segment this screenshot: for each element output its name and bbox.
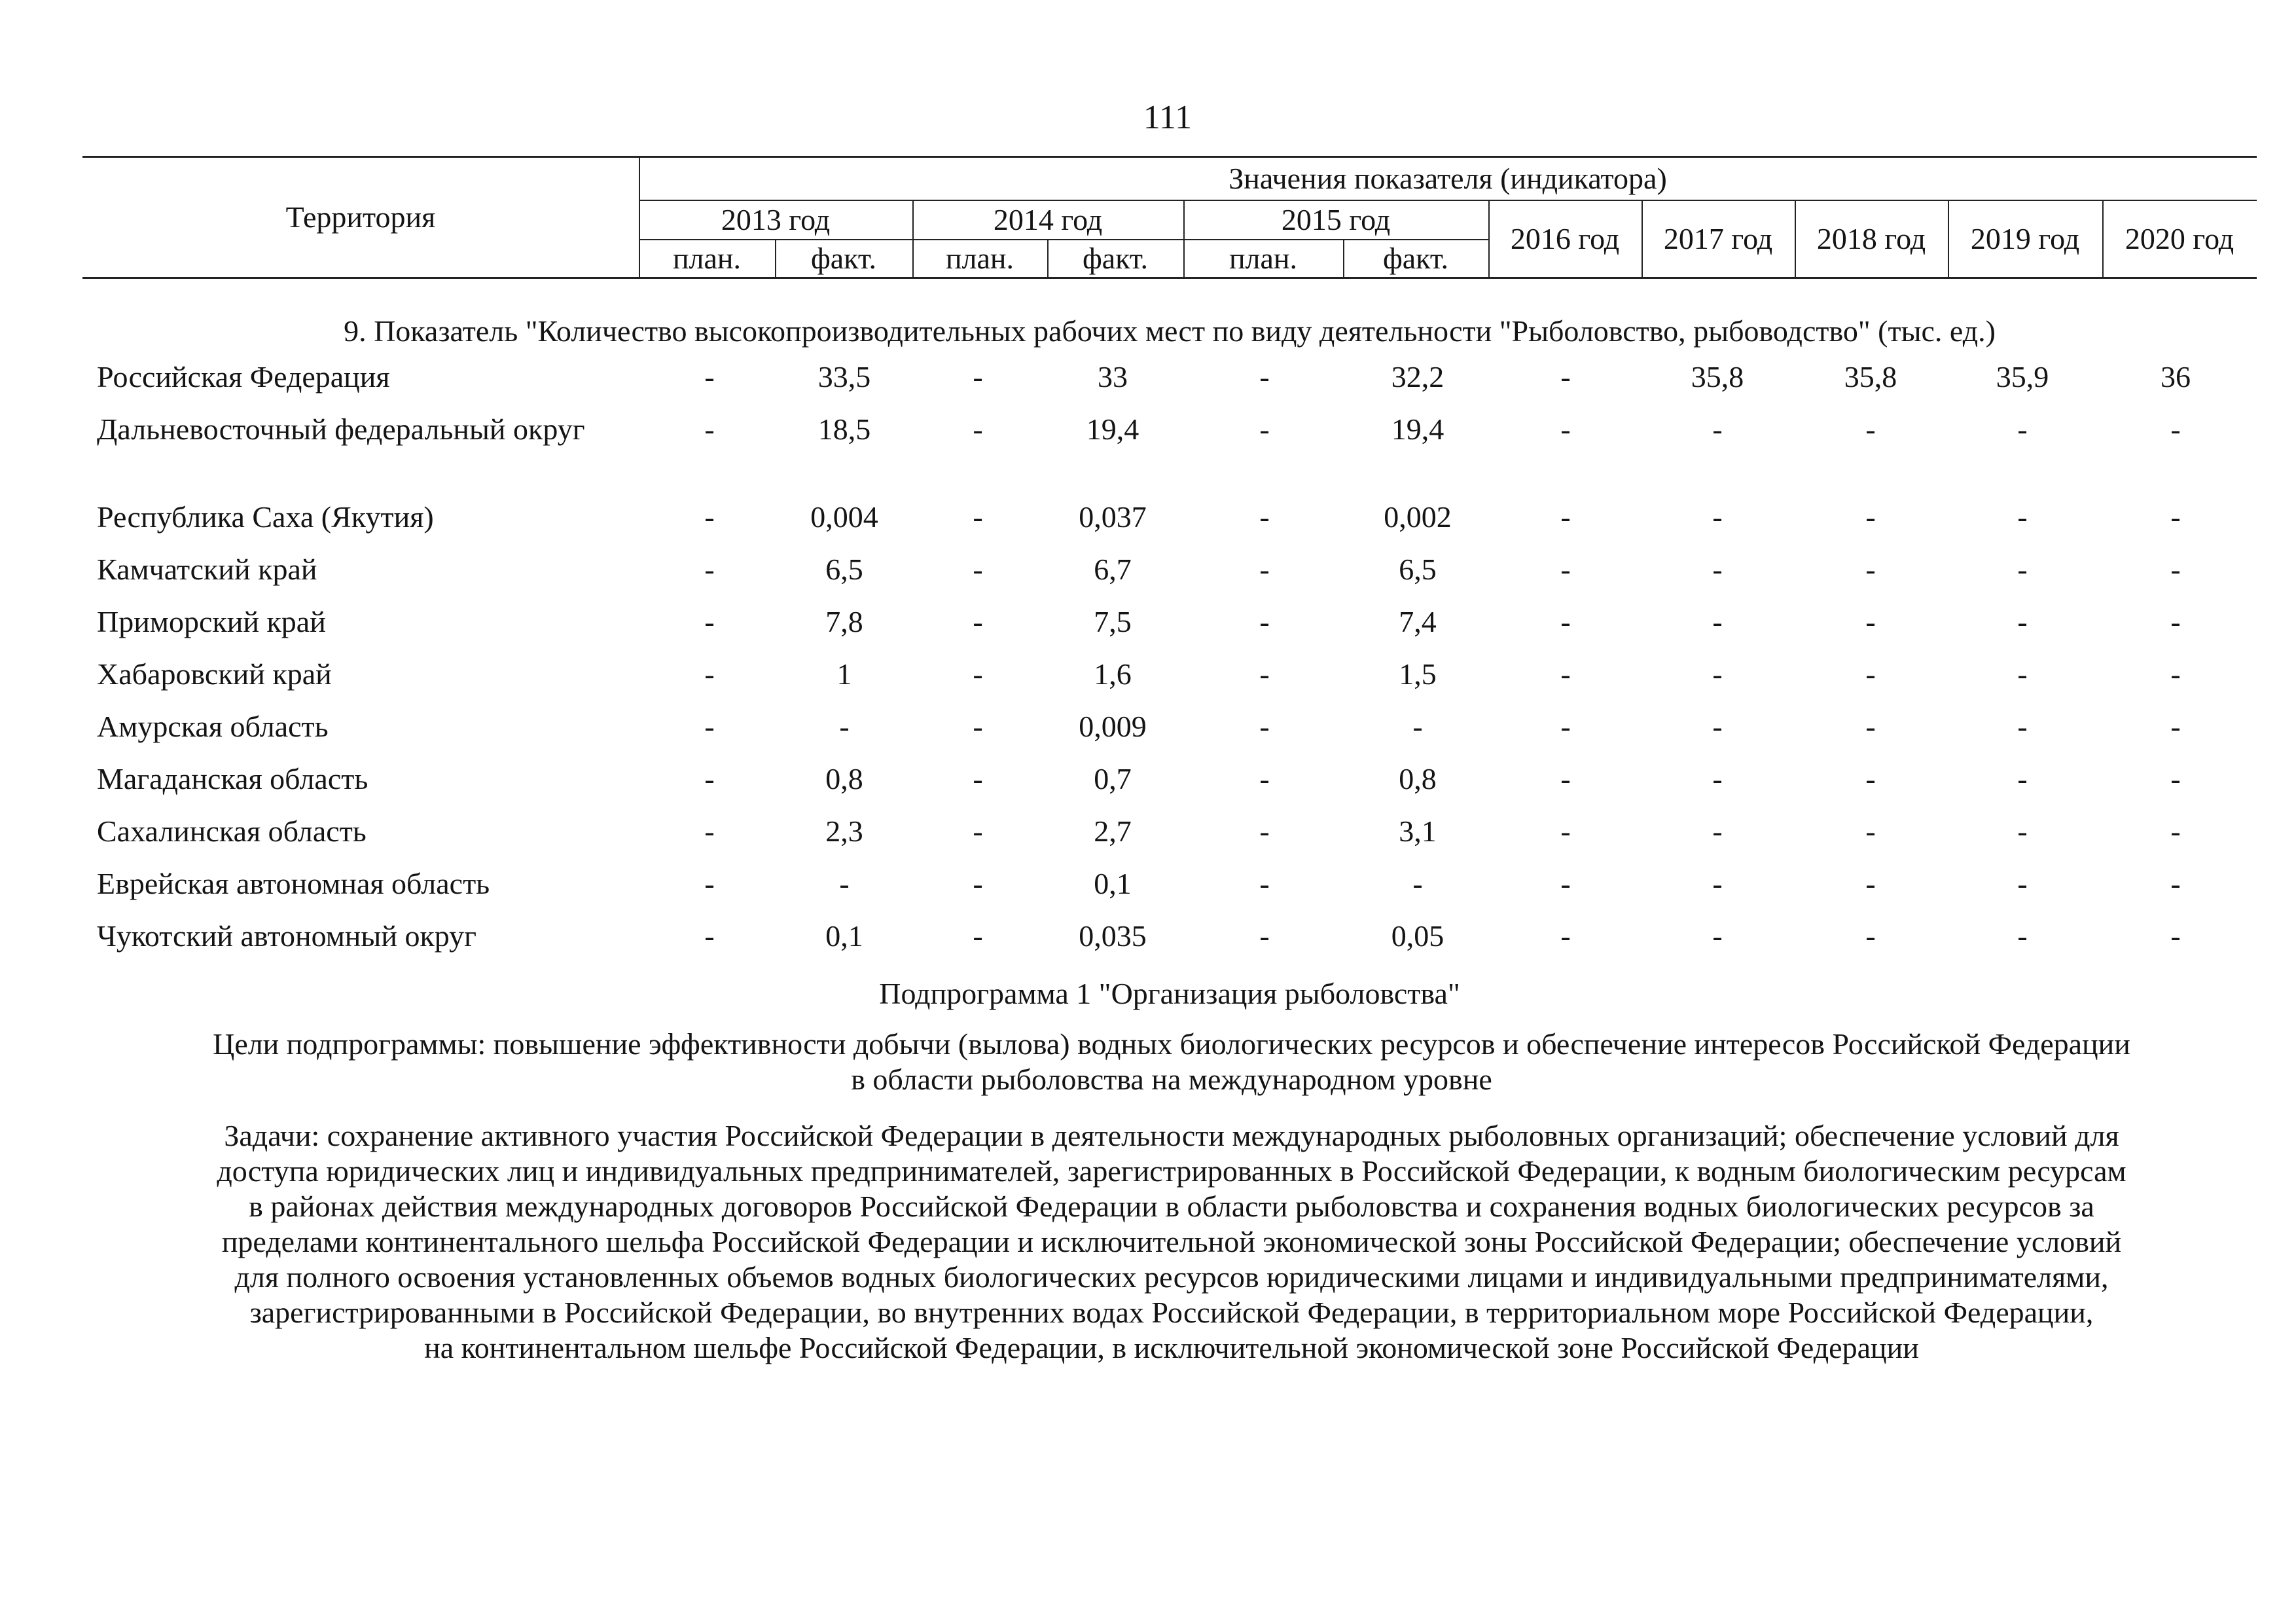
row-value-cell: 35,9 <box>1996 360 2049 393</box>
row-value-cell: - <box>2017 919 2028 953</box>
row-value-cell: - <box>973 867 983 900</box>
header-territory: Территория <box>285 200 436 234</box>
row-value-cell: - <box>1259 814 1270 848</box>
row-value-cell: 1 <box>836 657 852 691</box>
header-year-2019: 2019 год <box>1970 222 2080 255</box>
tasks-line: на континентальном шельфе Российской Федерации, в исключительной экономической зоне Российской Федерации <box>424 1331 1919 1364</box>
header-divider <box>1488 201 1490 277</box>
row-value-cell: - <box>1865 867 1876 900</box>
header-plan-2015: план. <box>1229 242 1298 275</box>
header-plan-2013: план. <box>672 242 742 275</box>
row-value-cell: - <box>2017 657 2028 691</box>
row-value-cell: - <box>2017 500 2028 534</box>
row-value-cell: 33,5 <box>817 360 871 393</box>
row-value-cell: 1,5 <box>1399 657 1437 691</box>
row-value-cell: - <box>1259 710 1270 743</box>
header-year-2016: 2016 год <box>1510 222 1620 255</box>
tasks-line: пределами континентального шельфа Российской Федерации и исключительной экономической зоны Российской Федерации; обеспечение условий <box>221 1225 2122 1258</box>
header-fact-2013: факт. <box>810 242 877 275</box>
header-indicator-values: Значения показателя (индикатора) <box>1229 162 1667 195</box>
tasks-line: в районах действия международных договоров Российской Федерации в области рыболовства и сохранения водных биологических ресурсов за <box>249 1190 2094 1223</box>
row-territory-name: Чукотский автономный округ <box>97 919 477 953</box>
row-value-cell: 0,1 <box>825 919 863 953</box>
row-value-cell: - <box>1865 500 1876 534</box>
row-value-cell: - <box>704 814 715 848</box>
row-value-cell: - <box>1560 919 1571 953</box>
row-value-cell: - <box>2017 710 2028 743</box>
header-year-2014: 2014 год <box>993 203 1103 236</box>
row-value-cell: - <box>1259 553 1270 586</box>
row-value-cell: - <box>2017 762 2028 795</box>
row-value-cell: - <box>1560 605 1571 638</box>
header-divider <box>1795 201 1796 277</box>
row-value-cell: - <box>2170 710 2181 743</box>
header-fact-2014: факт. <box>1082 242 1149 275</box>
row-value-cell: 35,8 <box>1691 360 1744 393</box>
row-value-cell: - <box>704 867 715 900</box>
row-value-cell: - <box>1712 814 1723 848</box>
row-value-cell: 0,037 <box>1079 500 1147 534</box>
row-value-cell: 6,7 <box>1094 553 1132 586</box>
row-value-cell: - <box>1259 500 1270 534</box>
row-value-cell: - <box>1259 412 1270 446</box>
row-value-cell: 33 <box>1098 360 1128 393</box>
row-value-cell: - <box>1865 710 1876 743</box>
row-value-cell: - <box>1259 762 1270 795</box>
row-territory-name: Приморский край <box>97 605 326 638</box>
row-value-cell: - <box>2170 553 2181 586</box>
row-value-cell: 2,7 <box>1094 814 1132 848</box>
row-value-cell: - <box>1865 605 1876 638</box>
row-value-cell: - <box>839 710 850 743</box>
row-value-cell: - <box>973 762 983 795</box>
row-value-cell: 6,5 <box>825 553 863 586</box>
header-year-2017: 2017 год <box>1663 222 1773 255</box>
row-value-cell: - <box>1865 814 1876 848</box>
header-year-2020: 2020 год <box>2125 222 2234 255</box>
row-value-cell: 3,1 <box>1399 814 1437 848</box>
row-value-cell: 0,009 <box>1079 710 1147 743</box>
subprogram-title: Подпрограмма 1 "Организация рыболовства" <box>879 977 1460 1010</box>
row-value-cell: - <box>1865 919 1876 953</box>
goals-paragraph <box>111 1027 2232 1097</box>
row-value-cell: - <box>2170 919 2181 953</box>
row-value-cell: - <box>973 605 983 638</box>
row-territory-name: Магаданская область <box>97 762 368 795</box>
goals-line: Цели подпрограммы: повышение эффективности добычи (вылова) водных биологических ресурсов и обеспечение интересов Российской Федерации <box>213 1027 2130 1061</box>
row-value-cell: - <box>1712 605 1723 638</box>
row-value-cell: - <box>1412 867 1423 900</box>
row-value-cell: - <box>704 500 715 534</box>
row-value-cell: - <box>1712 553 1723 586</box>
row-value-cell: 35,8 <box>1844 360 1897 393</box>
row-value-cell: - <box>1712 500 1723 534</box>
row-value-cell: 0,8 <box>1399 762 1437 795</box>
row-territory-name: Республика Саха (Якутия) <box>97 500 434 534</box>
row-value-cell: 0,8 <box>825 762 863 795</box>
row-value-cell: - <box>1865 553 1876 586</box>
row-value-cell: - <box>1712 710 1723 743</box>
row-value-cell: - <box>1712 867 1723 900</box>
row-value-cell: - <box>1712 412 1723 446</box>
row-value-cell: - <box>704 762 715 795</box>
indicator-title: 9. Показатель "Количество высокопроизводительных рабочих мест по виду деятельности "Рыболовство, рыбоводство" (тыс. ед.) <box>344 314 1996 348</box>
header-divider <box>1948 201 1949 277</box>
tasks-line: для полного освоения установленных объемов водных биологических ресурсов юридическими лицами и индивидуальными предпринимателями, <box>234 1260 2109 1294</box>
row-value-cell: - <box>973 500 983 534</box>
row-value-cell: - <box>839 867 850 900</box>
row-territory-name: Сахалинская область <box>97 814 367 848</box>
row-value-cell: - <box>2017 553 2028 586</box>
row-value-cell: 2,3 <box>825 814 863 848</box>
row-value-cell: 0,002 <box>1384 500 1452 534</box>
row-value-cell: 0,035 <box>1079 919 1147 953</box>
header-fact-2015: факт. <box>1382 242 1449 275</box>
page-number: 111 <box>1143 99 1193 136</box>
row-value-cell: - <box>1712 762 1723 795</box>
row-value-cell: 1,6 <box>1094 657 1132 691</box>
row-value-cell: 0,05 <box>1391 919 1444 953</box>
tasks-line: доступа юридических лиц и индивидуальных предпринимателей, зарегистрированных в Российской Федерации, к водным биологическим ресурсам <box>217 1154 2126 1188</box>
row-value-cell: 32,2 <box>1391 360 1444 393</box>
row-territory-name: Российская Федерация <box>97 360 390 393</box>
row-value-cell: - <box>2170 412 2181 446</box>
row-value-cell: 19,4 <box>1391 412 1444 446</box>
row-value-cell: - <box>2017 814 2028 848</box>
goals-line: в области рыболовства на международном уровне <box>851 1063 1492 1096</box>
row-value-cell: - <box>1560 867 1571 900</box>
header-year-2018: 2018 год <box>1816 222 1926 255</box>
row-value-cell: - <box>704 657 715 691</box>
row-value-cell: - <box>2170 605 2181 638</box>
row-value-cell: - <box>2170 867 2181 900</box>
row-value-cell: - <box>704 710 715 743</box>
row-value-cell: - <box>1259 919 1270 953</box>
row-value-cell: 7,4 <box>1399 605 1437 638</box>
row-value-cell: - <box>1259 605 1270 638</box>
header-divider <box>1343 240 1344 277</box>
row-value-cell: - <box>1412 710 1423 743</box>
row-value-cell: 0,1 <box>1094 867 1132 900</box>
row-value-cell: 0,7 <box>1094 762 1132 795</box>
row-value-cell: - <box>2017 412 2028 446</box>
row-value-cell: - <box>1259 360 1270 393</box>
row-value-cell: - <box>973 657 983 691</box>
row-territory-name: Еврейская автономная область <box>97 867 490 900</box>
row-value-cell: - <box>973 553 983 586</box>
header-divider <box>1641 201 1643 277</box>
row-value-cell: - <box>1560 500 1571 534</box>
row-value-cell: - <box>973 814 983 848</box>
row-value-cell: - <box>704 360 715 393</box>
row-value-cell: - <box>1865 412 1876 446</box>
row-value-cell: - <box>1560 762 1571 795</box>
row-value-cell: - <box>1259 657 1270 691</box>
row-value-cell: 7,8 <box>825 605 863 638</box>
row-value-cell: - <box>1560 412 1571 446</box>
row-territory-name: Амурская область <box>97 710 329 743</box>
row-territory-name: Хабаровский край <box>97 657 332 691</box>
row-value-cell: - <box>2017 867 2028 900</box>
header-year-2013: 2013 год <box>721 203 831 236</box>
row-value-cell: - <box>2170 657 2181 691</box>
table-header <box>82 156 2257 279</box>
row-value-cell: 0,004 <box>810 500 878 534</box>
row-value-cell: - <box>1712 657 1723 691</box>
header-divider <box>2102 201 2104 277</box>
row-value-cell: - <box>1560 553 1571 586</box>
header-divider <box>912 201 914 277</box>
row-value-cell: - <box>1259 867 1270 900</box>
row-value-cell: 36 <box>2161 360 2191 393</box>
row-value-cell: 18,5 <box>817 412 871 446</box>
row-value-cell: 7,5 <box>1094 605 1132 638</box>
row-value-cell: - <box>2170 814 2181 848</box>
row-value-cell: - <box>2017 605 2028 638</box>
row-value-cell: - <box>973 412 983 446</box>
row-value-cell: - <box>973 710 983 743</box>
row-value-cell: - <box>704 412 715 446</box>
row-value-cell: - <box>1560 360 1571 393</box>
row-value-cell: 19,4 <box>1086 412 1139 446</box>
row-territory-name: Дальневосточный федеральный округ <box>97 412 585 446</box>
header-year-2015: 2015 год <box>1281 203 1391 236</box>
header-divider <box>1183 201 1185 277</box>
tasks-line: Задачи: сохранение активного участия Российской Федерации в деятельности международных рыболовных организаций; обеспечение условий для <box>224 1119 2119 1152</box>
row-value-cell: - <box>1560 710 1571 743</box>
row-value-cell: - <box>1865 657 1876 691</box>
row-value-cell: - <box>704 553 715 586</box>
row-value-cell: - <box>1712 919 1723 953</box>
header-plan-2014: план. <box>945 242 1014 275</box>
row-value-cell: 6,5 <box>1399 553 1437 586</box>
row-value-cell: - <box>704 919 715 953</box>
header-divider <box>775 240 776 277</box>
row-value-cell: - <box>973 919 983 953</box>
row-territory-name: Камчатский край <box>97 553 317 586</box>
tasks-paragraph <box>111 1118 2232 1366</box>
header-divider <box>1047 240 1049 277</box>
row-value-cell: - <box>1560 814 1571 848</box>
row-value-cell: - <box>704 605 715 638</box>
row-value-cell: - <box>2170 500 2181 534</box>
row-value-cell: - <box>1560 657 1571 691</box>
row-value-cell: - <box>973 360 983 393</box>
row-value-cell: - <box>2170 762 2181 795</box>
tasks-line: зарегистрированными в Российской Федерации, во внутренних водах Российской Федерации, в территориальном море Российской Федерации, <box>249 1296 2094 1329</box>
row-value-cell: - <box>1865 762 1876 795</box>
